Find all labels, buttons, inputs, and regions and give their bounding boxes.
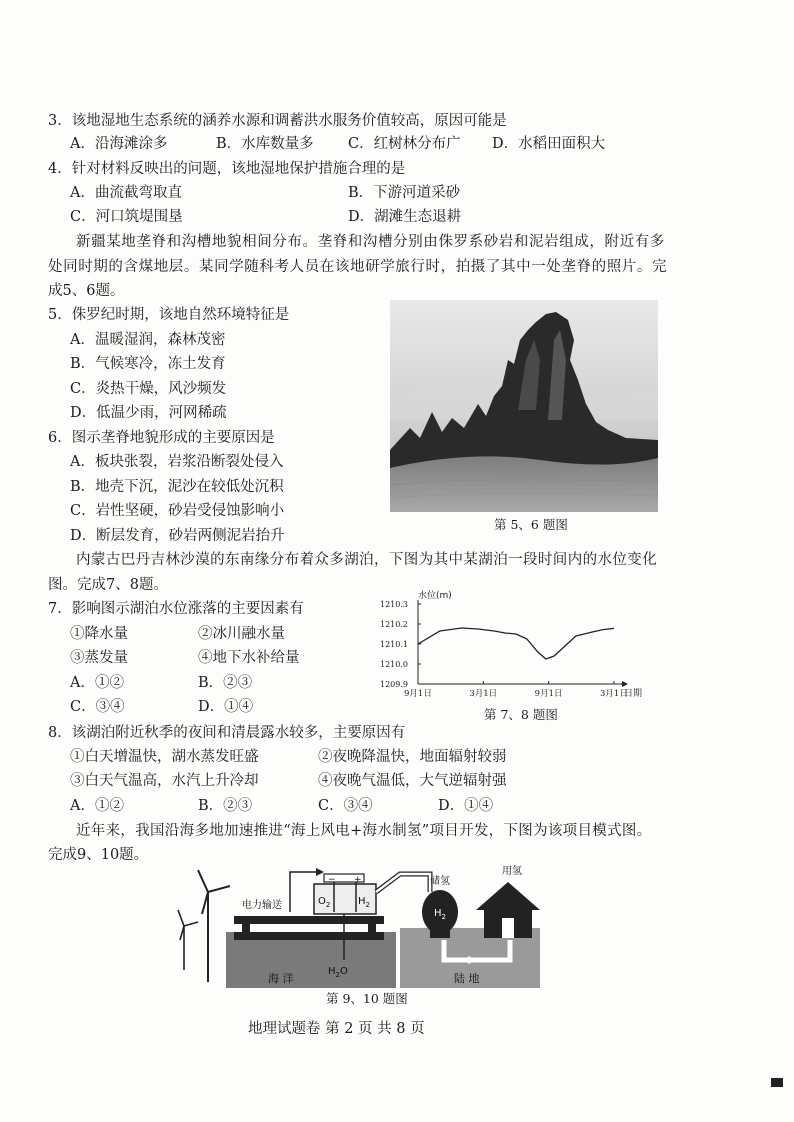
tank-h2-label: $H_2$ — [434, 908, 446, 921]
chart-x-tick-label: 3月1日 — [469, 689, 498, 699]
chart-y-tick-label: 1210.0 — [380, 660, 408, 669]
q7-item-1: ①降水量 — [70, 626, 128, 642]
house-door — [502, 918, 514, 938]
q8-item-4: ④夜晚气温低，大气逆辐射强 — [318, 773, 507, 789]
passage-78-line1: 内蒙古巴丹吉林沙漠的东南缘分布着众多湖泊，下图为其中某湖泊一段时间内的水位变化 — [76, 552, 658, 568]
q7-option-a: A．①② — [70, 675, 124, 691]
chart-y-tick-label: 1209.9 — [380, 680, 408, 689]
wind-turbine-icon — [198, 870, 230, 982]
ocean-area — [226, 932, 396, 988]
chart-y-tick-label: 1210.3 — [380, 600, 408, 609]
q8-item-1: ①白天增温快，湖水蒸发旺盛 — [70, 749, 259, 765]
q8-option-d: D．①④ — [438, 798, 494, 814]
chart-caption: 第 7、8 题图 — [484, 707, 558, 722]
passage-56-line1: 新疆某地垄脊和沟槽地貌相间分布。垄脊和沟槽分别由侏罗系砂岩和泥岩组成，附近有多 — [76, 234, 665, 250]
wind-turbine-icon — [178, 910, 198, 970]
platform-pillar — [242, 924, 250, 934]
chart-series-line — [418, 628, 614, 659]
chart-ylabel: 水位(m) — [418, 591, 452, 601]
chart-x-tick-label: 9月1日 — [534, 689, 563, 699]
q5-option-b: B．气候寒冷，冻土发育 — [70, 356, 226, 372]
page-footer: 地理试题卷 第 2 页 共 8 页 — [248, 1021, 425, 1037]
chart-xlabel: 日期 — [624, 689, 643, 699]
q8-stem: 8．该湖泊附近秋季的夜间和清晨露水较多，主要原因有 — [48, 725, 406, 741]
q7-item-2: ②冰川融水量 — [198, 626, 285, 642]
platform-lower-deck — [234, 932, 384, 940]
q8-option-c: C．③④ — [318, 798, 373, 814]
hydrogen-project-diagram — [168, 862, 548, 990]
q7-stem: 7．影响图示湖泊水位涨落的主要因素有 — [48, 601, 304, 617]
platform-pillar — [368, 924, 376, 934]
q3-stem: 3．该地湿地生态系统的涵养水源和调蓄洪水服务价值较高，原因可能是 — [48, 113, 507, 129]
q3-option-b: B．水库数量多 — [216, 136, 314, 152]
arrow-right-icon — [316, 868, 324, 876]
house-roof-icon — [476, 882, 540, 910]
q6-option-d: D．断层发育，砂岩两侧泥岩抬升 — [70, 528, 285, 544]
water-level-chart — [378, 588, 660, 708]
land-label: 陆 地 — [454, 972, 480, 985]
q4-option-b: B．下游河道采砂 — [348, 185, 461, 201]
q6-option-b: B．地壳下沉，泥沙在较低处沉积 — [70, 479, 284, 495]
scan-corner-mark — [771, 1078, 783, 1087]
q7-option-b: B．②③ — [198, 675, 253, 691]
passage-910-line2: 完成9、10题。 — [48, 847, 149, 863]
chart-y-tick-label: 1210.2 — [380, 620, 408, 629]
q7-option-d: D．①④ — [198, 699, 254, 715]
passage-78-line2: 图。完成7、8题。 — [48, 577, 168, 593]
ocean-label: 海 洋 — [268, 972, 294, 985]
use-label: 用氢 — [502, 866, 522, 877]
storage-label: 储氢 — [430, 876, 450, 887]
photo-caption: 第 5、6 题图 — [494, 517, 568, 532]
diagram-caption: 第 9、10 题图 — [326, 991, 408, 1006]
q3-option-a: A．沿海滩涂多 — [70, 136, 168, 152]
minus-sign: − — [328, 875, 336, 885]
passage-56-line2: 处同时期的含煤地层。某同学随科考人员在该地研学旅行时，拍摄了其中一处垄脊的照片。完 — [48, 259, 668, 275]
q5-option-d: D．低温少雨，河网稀疏 — [70, 405, 227, 421]
offshore-platform — [234, 916, 384, 924]
hydrogen-label: $H_2$ — [358, 896, 370, 909]
q5-stem: 5．侏罗纪时期，该地自然环境特征是 — [48, 307, 290, 323]
chart-x-tick-label: 9月1日 — [404, 689, 432, 699]
q3-option-c: C．红树林分布广 — [348, 136, 461, 152]
q7-option-c: C．③④ — [70, 699, 125, 715]
q8-item-2: ②夜晚降温快，地面辐射较弱 — [318, 749, 507, 765]
power-label: 电力输送 — [242, 900, 282, 911]
q4-stem: 4．针对材料反映出的问题，该地湿地保护措施合理的是 — [48, 161, 406, 177]
q8-option-a: A．①② — [70, 798, 124, 814]
q5-option-c: C．炎热干燥，风沙频发 — [70, 381, 227, 397]
q4-option-c: C．河口筑堤围垦 — [70, 209, 183, 225]
water-level-chart-svg — [378, 588, 660, 708]
plus-sign: + — [354, 875, 362, 885]
tank-base — [430, 930, 450, 938]
q6-option-c: C．岩性坚硬，砂岩受侵蚀影响小 — [70, 503, 285, 519]
chart-y-tick-label: 1210.1 — [380, 640, 408, 649]
ridge-photo-image — [390, 300, 658, 512]
q7-item-3: ③蒸发量 — [70, 650, 128, 666]
chart-x-axis-arrow — [622, 681, 628, 687]
chart-x-tick-label: 3月1日 — [600, 689, 628, 699]
oxygen-label: $O_2$ — [318, 896, 331, 909]
q6-stem: 6．图示垄脊地貌形成的主要原因是 — [48, 430, 275, 446]
q7-item-4: ④地下水补给量 — [198, 650, 300, 666]
ridge-photo — [390, 300, 658, 512]
q4-option-a: A．曲流截弯取直 — [70, 185, 182, 201]
q8-item-3: ③白天气温高，水汽上升冷却 — [70, 773, 259, 789]
passage-910-line1: 近年来，我国沿海多地加速推进“海上风电+海水制氢”项目开发，下图为该项目模式图。 — [76, 823, 652, 839]
q6-option-a: A．板块张裂，岩浆沿断裂处侵入 — [70, 454, 284, 470]
passage-56-line3: 成5、6题。 — [48, 283, 125, 299]
q4-option-d: D．湖滩生态退耕 — [348, 209, 462, 225]
q8-option-b: B．②③ — [198, 798, 253, 814]
q5-option-a: A．温暖湿润，森林茂密 — [70, 332, 226, 348]
hydrogen-pipeline — [376, 874, 430, 892]
water-label: $H_2O$ — [328, 966, 348, 979]
q3-option-d: D．水稻田面积大 — [492, 136, 606, 152]
